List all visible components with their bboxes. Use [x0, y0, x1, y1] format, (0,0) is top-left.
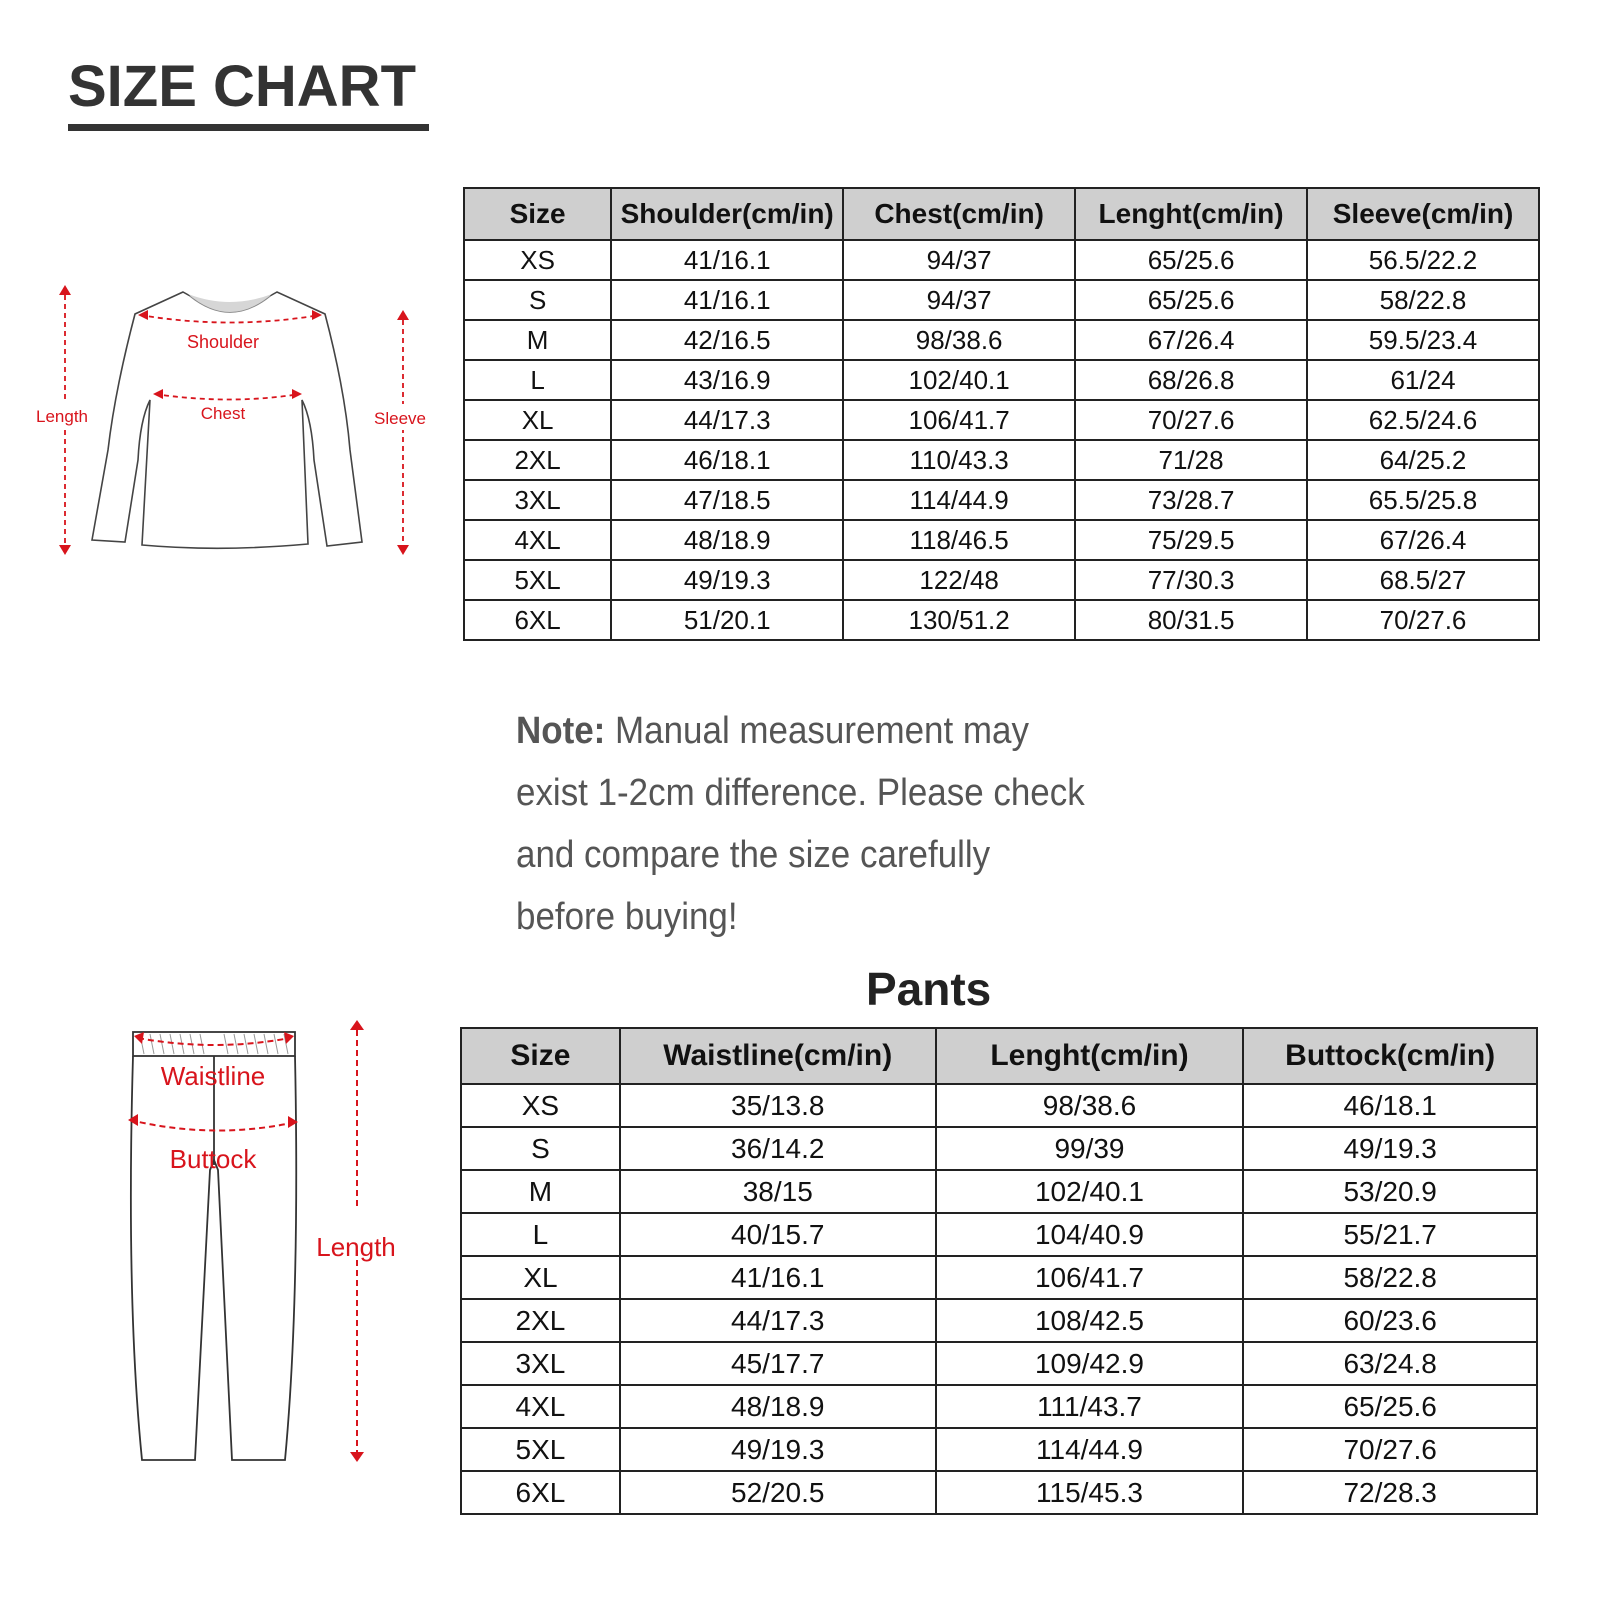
shirt-measurement-diagram [20, 270, 440, 570]
cell: 106/41.7 [843, 400, 1075, 440]
cell: 94/37 [843, 280, 1075, 320]
cell: 114/44.9 [936, 1428, 1244, 1471]
cell: 46/18.1 [611, 440, 843, 480]
table-row [464, 440, 1539, 480]
chest-label: Chest [200, 404, 246, 423]
table-row [464, 560, 1539, 600]
table-row [461, 1299, 1537, 1342]
cell: 51/20.1 [611, 600, 843, 640]
cell-size: XL [464, 400, 611, 440]
header-chest: Chest(cm/in) [843, 188, 1075, 240]
cell: 58/22.8 [1307, 280, 1539, 320]
cell: 102/40.1 [936, 1170, 1244, 1213]
header-length: Lenght(cm/in) [1075, 188, 1307, 240]
measurement-note [516, 700, 1086, 948]
cell-size: 3XL [464, 480, 611, 520]
table-row [461, 1170, 1537, 1213]
cell: 42/16.5 [611, 320, 843, 360]
cell: 47/18.5 [611, 480, 843, 520]
cell-size: 4XL [461, 1385, 620, 1428]
cell: 53/20.9 [1243, 1170, 1537, 1213]
cell: 72/28.3 [1243, 1471, 1537, 1514]
note-label: Note: [516, 710, 606, 752]
table-row [461, 1428, 1537, 1471]
cell: 65.5/25.8 [1307, 480, 1539, 520]
cell: 44/17.3 [611, 400, 843, 440]
cell: 43/16.9 [611, 360, 843, 400]
pants-length-label: Length [316, 1232, 396, 1262]
pants-size-table [460, 1027, 1538, 1515]
cell: 49/19.3 [1243, 1127, 1537, 1170]
cell: 38/15 [620, 1170, 936, 1213]
cell: 62.5/24.6 [1307, 400, 1539, 440]
cell: 110/43.3 [843, 440, 1075, 480]
cell: 73/28.7 [1075, 480, 1307, 520]
table-row [461, 1127, 1537, 1170]
cell: 48/18.9 [620, 1385, 936, 1428]
shirt-length-label: Length [36, 407, 88, 426]
cell: 108/42.5 [936, 1299, 1244, 1342]
table-row [461, 1213, 1537, 1256]
cell: 52/20.5 [620, 1471, 936, 1514]
cell: 77/30.3 [1075, 560, 1307, 600]
cell-size: 3XL [461, 1342, 620, 1385]
cell: 48/18.9 [611, 520, 843, 560]
cell-size: L [464, 360, 611, 400]
cell: 41/16.1 [611, 280, 843, 320]
cell: 46/18.1 [1243, 1084, 1537, 1127]
table-row [464, 400, 1539, 440]
cell: 80/31.5 [1075, 600, 1307, 640]
table-row [464, 480, 1539, 520]
cell: 111/43.7 [936, 1385, 1244, 1428]
table-row [461, 1342, 1537, 1385]
sleeve-label: Sleeve [374, 409, 426, 428]
cell-size: 6XL [461, 1471, 620, 1514]
cell: 67/26.4 [1075, 320, 1307, 360]
table-row [464, 600, 1539, 640]
cell-size: S [464, 280, 611, 320]
cell: 115/45.3 [936, 1471, 1244, 1514]
cell: 68/26.8 [1075, 360, 1307, 400]
page-title: SIZE CHART [68, 54, 416, 119]
table-header-row [464, 188, 1539, 240]
cell-size: M [461, 1170, 620, 1213]
cell-size: 6XL [464, 600, 611, 640]
shoulder-label: Shoulder [186, 332, 260, 352]
cell: 98/38.6 [936, 1084, 1244, 1127]
cell: 61/24 [1307, 360, 1539, 400]
pants-title: Pants [866, 963, 992, 1015]
cell: 40/15.7 [620, 1213, 936, 1256]
cell: 118/46.5 [843, 520, 1075, 560]
cell-size: 2XL [461, 1299, 620, 1342]
cell: 106/41.7 [936, 1256, 1244, 1299]
cell: 99/39 [936, 1127, 1244, 1170]
waistline-label: Waistline [160, 1061, 266, 1091]
cell: 56.5/22.2 [1307, 240, 1539, 280]
table-header-row [461, 1028, 1537, 1084]
table-row [464, 520, 1539, 560]
cell: 102/40.1 [843, 360, 1075, 400]
cell-size: L [461, 1213, 620, 1256]
cell: 94/37 [843, 240, 1075, 280]
cell: 98/38.6 [843, 320, 1075, 360]
table-row [464, 320, 1539, 360]
cell: 59.5/23.4 [1307, 320, 1539, 360]
table-row [461, 1084, 1537, 1127]
header-size: Size [464, 188, 611, 240]
cell: 68.5/27 [1307, 560, 1539, 600]
header-shoulder: Shoulder(cm/in) [611, 188, 843, 240]
cell: 44/17.3 [620, 1299, 936, 1342]
pants-measurement-diagram [100, 1000, 440, 1490]
top-size-table [463, 187, 1540, 641]
cell: 35/13.8 [620, 1084, 936, 1127]
cell-size: 4XL [464, 520, 611, 560]
title-underline [68, 124, 429, 131]
buttock-label: Buttock [169, 1144, 257, 1174]
cell-size: XS [461, 1084, 620, 1127]
cell: 63/24.8 [1243, 1342, 1537, 1385]
cell: 49/19.3 [620, 1428, 936, 1471]
cell: 70/27.6 [1075, 400, 1307, 440]
cell: 41/16.1 [620, 1256, 936, 1299]
cell: 65/25.6 [1075, 280, 1307, 320]
table-row [461, 1385, 1537, 1428]
note-text: Manual measurement may exist 1-2cm difference. Please check and compare the size carefully before buying! [516, 710, 1085, 938]
cell-size: XS [464, 240, 611, 280]
cell: 41/16.1 [611, 240, 843, 280]
table-row [464, 360, 1539, 400]
table-row [464, 280, 1539, 320]
cell: 104/40.9 [936, 1213, 1244, 1256]
cell: 109/42.9 [936, 1342, 1244, 1385]
cell: 36/14.2 [620, 1127, 936, 1170]
header-waistline: Waistline(cm/in) [620, 1028, 936, 1084]
header-buttock: Buttock(cm/in) [1243, 1028, 1537, 1084]
cell: 55/21.7 [1243, 1213, 1537, 1256]
cell: 71/28 [1075, 440, 1307, 480]
header-length: Lenght(cm/in) [936, 1028, 1244, 1084]
table-row [464, 240, 1539, 280]
header-sleeve: Sleeve(cm/in) [1307, 188, 1539, 240]
cell: 70/27.6 [1307, 600, 1539, 640]
cell-size: XL [461, 1256, 620, 1299]
cell: 58/22.8 [1243, 1256, 1537, 1299]
header-size: Size [461, 1028, 620, 1084]
cell: 65/25.6 [1075, 240, 1307, 280]
cell: 70/27.6 [1243, 1428, 1537, 1471]
cell: 67/26.4 [1307, 520, 1539, 560]
cell: 64/25.2 [1307, 440, 1539, 480]
cell-size: S [461, 1127, 620, 1170]
cell: 114/44.9 [843, 480, 1075, 520]
table-row [461, 1256, 1537, 1299]
cell: 65/25.6 [1243, 1385, 1537, 1428]
cell: 60/23.6 [1243, 1299, 1537, 1342]
cell-size: 5XL [464, 560, 611, 600]
cell: 49/19.3 [611, 560, 843, 600]
cell: 75/29.5 [1075, 520, 1307, 560]
cell: 130/51.2 [843, 600, 1075, 640]
cell-size: 2XL [464, 440, 611, 480]
cell-size: M [464, 320, 611, 360]
cell-size: 5XL [461, 1428, 620, 1471]
table-row [461, 1471, 1537, 1514]
cell: 45/17.7 [620, 1342, 936, 1385]
cell: 122/48 [843, 560, 1075, 600]
